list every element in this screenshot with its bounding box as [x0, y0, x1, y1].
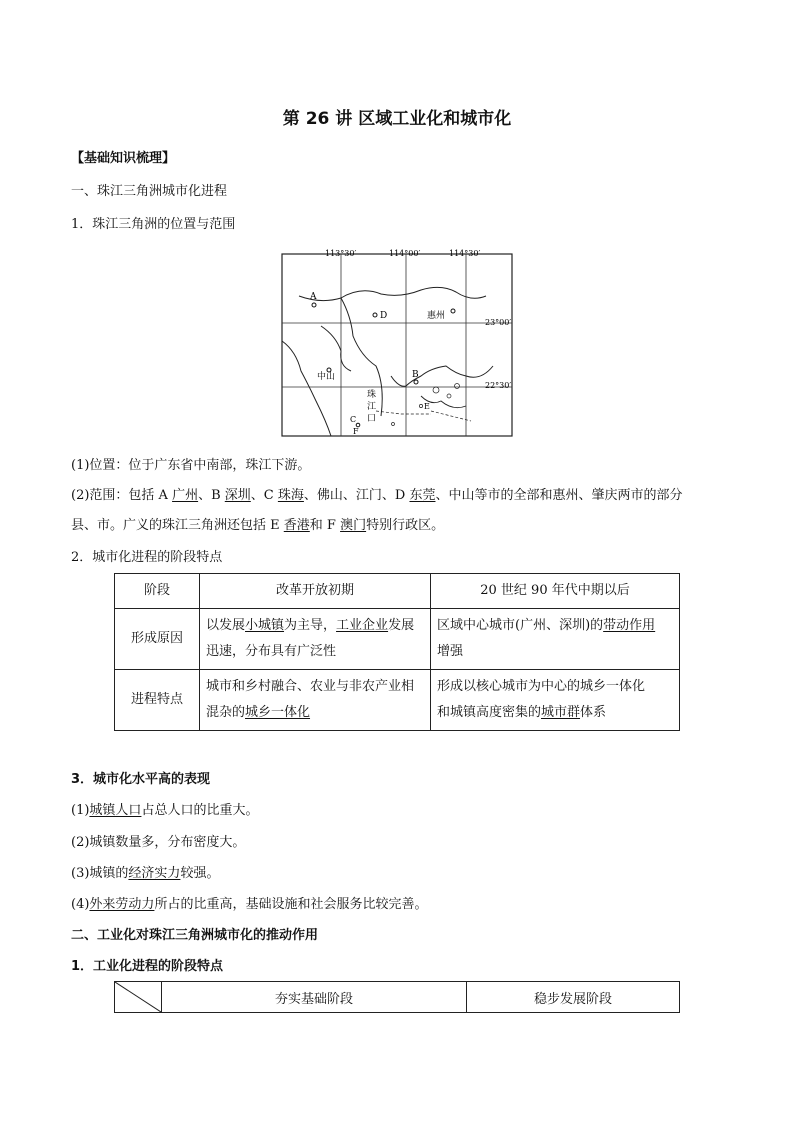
diagonal-line [115, 982, 161, 1012]
section-header: 【基础知识梳理】 [71, 151, 176, 166]
place-label: 惠州 [427, 311, 446, 321]
industrialization-stage-table [114, 981, 680, 1013]
island [447, 394, 451, 398]
place-label: F [353, 427, 359, 436]
part1-sub2: 2．城市化进程的阶段特点 [71, 550, 223, 565]
table-row-label: 形成原因 [115, 609, 200, 670]
table-cell: 以发展小城镇为主导，工业企业发展 迅速，分布具有广泛性 [200, 609, 431, 670]
place-label: E [424, 402, 430, 411]
map-frame [282, 254, 512, 436]
table-header-cell: 20 世纪 90 年代中期以后 [431, 574, 680, 609]
place-label: B [412, 370, 419, 380]
table-header-cell: 稳步发展阶段 [467, 982, 680, 1013]
place-label: 珠 [367, 390, 377, 400]
lat-label: 22°30′ [485, 381, 512, 390]
table-cell: 城市和乡村融合、农业与非农产业相 混杂的城乡一体化 [200, 670, 431, 731]
city-dot [373, 313, 377, 317]
part1-sub1: 1．珠江三角洲的位置与范围 [71, 217, 236, 232]
place-label: 口 [367, 414, 377, 424]
part2-sub1: 1．工业化进程的阶段特点 [71, 959, 224, 974]
table-row-label: 进程特点 [115, 670, 200, 731]
river-line [299, 287, 486, 300]
table-row [115, 609, 680, 670]
city-dot [312, 303, 316, 307]
part1-sub3: 3．城市化水平高的表现 [71, 772, 211, 787]
table-header-row [115, 982, 680, 1013]
position-line: (1)位置：位于广东省中南部，珠江下游。 [71, 458, 311, 473]
table-header-cell: 夯实基础阶段 [162, 982, 467, 1013]
lon-label: 114°30′ [449, 249, 481, 258]
list-item: (3)城镇的经济实力较强。 [71, 866, 220, 881]
coast-line [282, 341, 331, 436]
island [455, 384, 460, 389]
island [392, 423, 395, 426]
island [419, 404, 422, 407]
range-line-1: (2)范围：包括 A 广州、B 深圳、C 珠海、佛山、江门、D 东莞、中山等市的全部和惠州、肇庆两市的部分 [71, 488, 683, 503]
diagonal-header-cell [115, 982, 162, 1013]
boundary-line [431, 411, 471, 421]
table-row [115, 670, 680, 731]
part2-heading: 二、工业化对珠江三角洲城市化的推动作用 [71, 928, 319, 943]
list-item: (2)城镇数量多，分布密度大。 [71, 835, 246, 850]
table-header-cell: 阶段 [115, 574, 200, 609]
table-header-row [115, 574, 680, 609]
list-item: (4)外来劳动力所占的比重高，基础设施和社会服务比较完善。 [71, 897, 428, 912]
page-title: 第 26 讲 区域工业化和城市化 [282, 109, 512, 129]
table-header-cell: 改革开放初期 [200, 574, 431, 609]
list-item: (1)城镇人口占总人口的比重大。 [71, 803, 259, 818]
city-dot [414, 380, 418, 384]
river-line [321, 326, 351, 371]
place-label: 中山 [317, 372, 336, 382]
range-line-2: 县、市。广义的珠江三角洲还包括 E 香港和 F 澳门特别行政区。 [71, 518, 445, 533]
urbanization-stage-table [114, 573, 680, 731]
table-cell: 形成以核心城市为中心的城乡一体化 和城镇高度密集的城市群体系 [431, 670, 680, 731]
city-dot [451, 309, 455, 313]
lon-label: 113°30′ [325, 249, 357, 258]
pearl-river-delta-map [281, 246, 521, 440]
lat-label: 23°00′ [485, 318, 512, 327]
place-label: A [310, 292, 317, 302]
boundary-line [376, 411, 431, 414]
island [433, 387, 439, 393]
place-label: 江 [367, 402, 377, 412]
part1-heading: 一、珠江三角洲城市化进程 [71, 184, 228, 199]
place-label: C [350, 415, 357, 424]
river-line [341, 298, 382, 416]
lon-label: 114°00′ [389, 249, 421, 258]
table-cell: 区域中心城市(广州、深圳)的带动作用 增强 [431, 609, 680, 670]
place-label: D [380, 311, 388, 321]
